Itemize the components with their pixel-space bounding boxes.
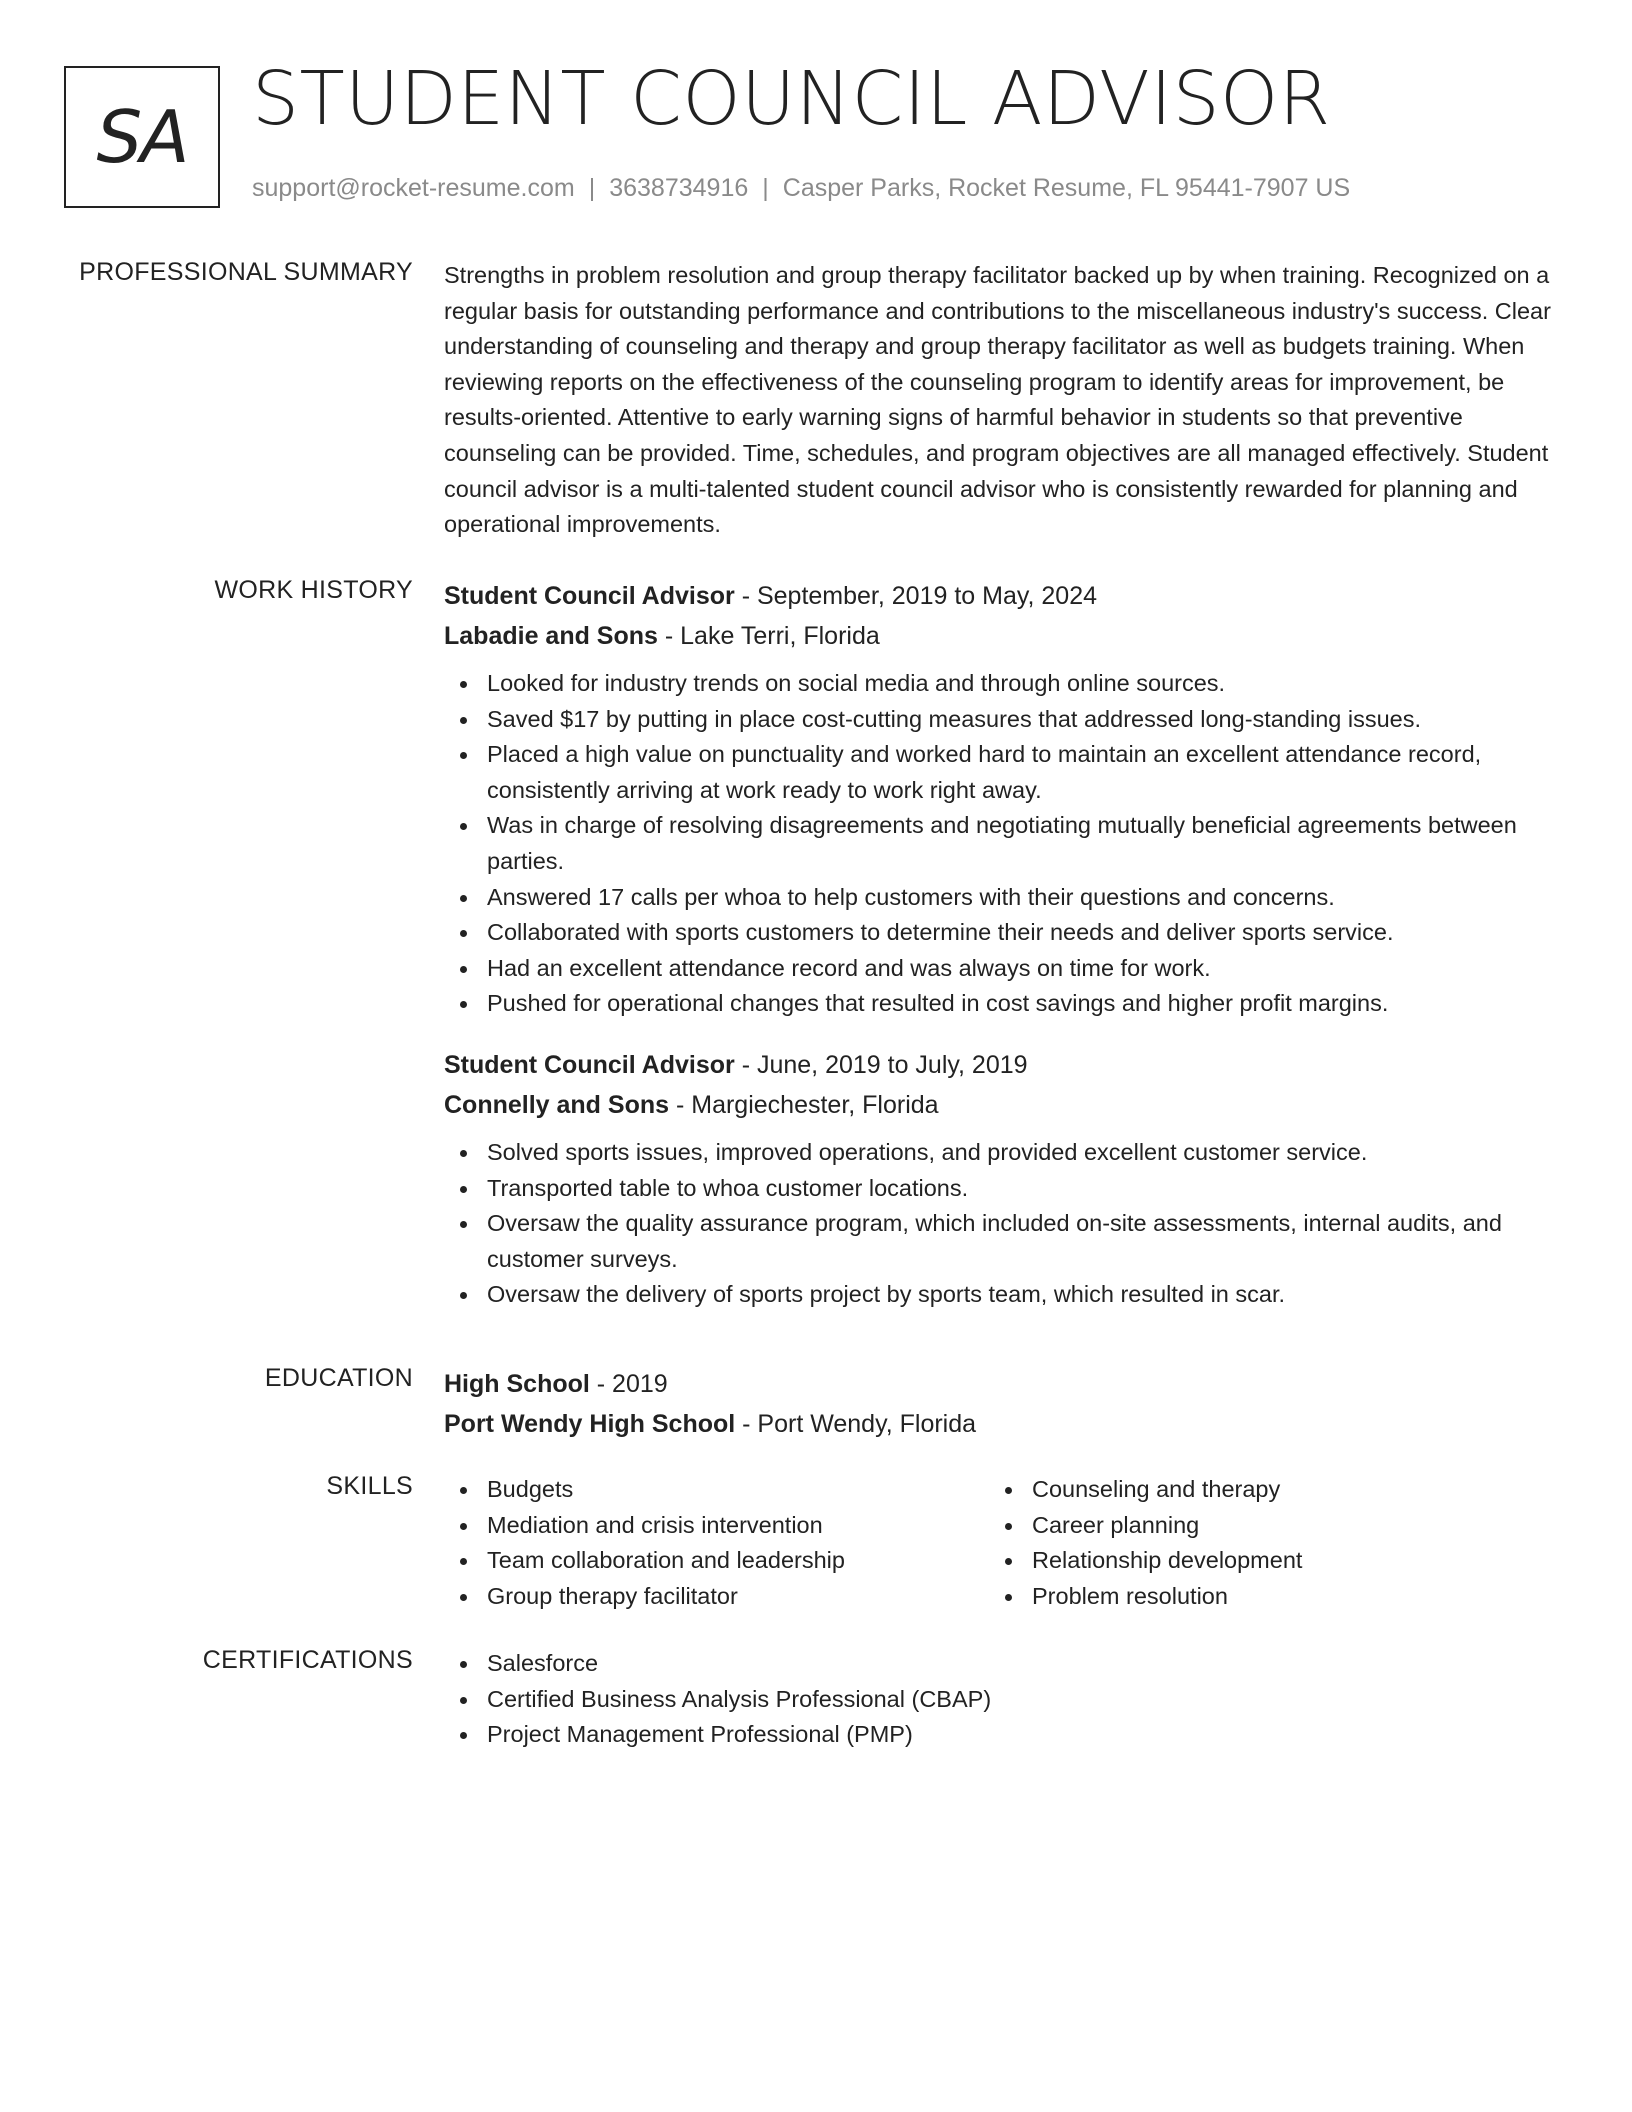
section-label-education: EDUCATION bbox=[264, 1364, 413, 1392]
skill-item: Problem resolution bbox=[989, 1579, 1534, 1615]
job-entry bbox=[444, 1045, 1554, 1313]
job-company-line bbox=[444, 616, 1554, 656]
job-dates: - September, 2019 to May, 2024 bbox=[734, 582, 1098, 610]
education-degree-line bbox=[444, 1364, 1554, 1404]
contact-address: Casper Parks, Rocket Resume, FL 95441-7907 US bbox=[782, 174, 1351, 202]
job-bullet: Collaborated with sports customers to determine their needs and deliver sports service. bbox=[444, 915, 1554, 951]
skills-body bbox=[444, 1472, 1554, 1614]
skills-grid bbox=[444, 1472, 1554, 1614]
education-year: - 2019 bbox=[589, 1370, 668, 1398]
job-bullet: Looked for industry trends on social media and through online sources. bbox=[444, 666, 1554, 702]
job-bullets bbox=[444, 666, 1554, 1022]
work-history-body bbox=[444, 576, 1554, 1313]
job-location: - Margiechester, Florida bbox=[669, 1090, 939, 1119]
skill-item: Group therapy facilitator bbox=[444, 1579, 989, 1615]
resume-title: STUDENT COUNCIL ADVISOR bbox=[252, 56, 1331, 142]
section-label-skills: SKILLS bbox=[326, 1472, 413, 1500]
education-body bbox=[444, 1364, 1554, 1444]
summary-text: Strengths in problem resolution and group therapy facilitator backed up by when training. Recognized on a regular basis for outstanding performance and contributions to the miscellaneous industry's success. Clear understanding of counseling and therapy and group therapy facilitator as well as budgets training. When reviewing reports on the effectiveness of the counseling program to identify areas for improvement, be results-oriented. Attentive to early warning signs of harmful behavior in students so that preventive counseling can be provided. Time, schedules, and program objectives are all managed effectively. Student council advisor is a multi-talented student council advisor who is consistently rewarded for planning and operational improvements. bbox=[444, 262, 1551, 538]
job-entry bbox=[444, 576, 1554, 1022]
job-location: - Lake Terri, Florida bbox=[657, 622, 880, 650]
job-bullet: Solved sports issues, improved operations, and provided excellent customer service. bbox=[444, 1135, 1554, 1171]
certification-item: Certified Business Analysis Professional (CBAP) bbox=[444, 1682, 1554, 1718]
contact-phone: 3638734916 bbox=[609, 174, 749, 202]
skills-column-right bbox=[989, 1472, 1534, 1614]
job-bullet: Transported table to whoa customer locations. bbox=[444, 1171, 1554, 1207]
certification-item: Salesforce bbox=[444, 1646, 1554, 1682]
job-bullet: Oversaw the delivery of sports project by sports team, which resulted in scar. bbox=[444, 1277, 1554, 1313]
job-bullet: Was in charge of resolving disagreements and negotiating mutually beneficial agreements between parties. bbox=[444, 808, 1554, 879]
contact-separator: | bbox=[588, 174, 596, 202]
education-location: - Port Wendy, Florida bbox=[735, 1410, 977, 1438]
skill-item: Budgets bbox=[444, 1472, 989, 1508]
job-bullets bbox=[444, 1135, 1554, 1313]
job-bullet: Answered 17 calls per whoa to help customers with their questions and concerns. bbox=[444, 880, 1554, 916]
section-label-certifications: CERTIFICATIONS bbox=[202, 1646, 413, 1674]
skill-item: Relationship development bbox=[989, 1543, 1534, 1579]
education-degree: High School bbox=[444, 1370, 590, 1398]
job-company: Labadie and Sons bbox=[444, 622, 658, 650]
contact-line bbox=[252, 174, 1350, 203]
job-dates: - June, 2019 to July, 2019 bbox=[734, 1050, 1028, 1079]
job-bullet: Pushed for operational changes that resulted in cost savings and higher profit margins. bbox=[444, 986, 1554, 1022]
job-company: Connelly and Sons bbox=[444, 1090, 670, 1119]
job-bullet: Oversaw the quality assurance program, which included on-site assessments, internal audits, and customer surveys. bbox=[444, 1206, 1554, 1277]
skill-item: Mediation and crisis intervention bbox=[444, 1508, 989, 1544]
job-bullet: Had an excellent attendance record and was always on time for work. bbox=[444, 951, 1554, 987]
job-title: Student Council Advisor bbox=[444, 582, 735, 610]
skill-item: Career planning bbox=[989, 1508, 1534, 1544]
contact-separator: | bbox=[762, 174, 769, 202]
education-school-line bbox=[444, 1404, 1554, 1444]
job-company-line bbox=[444, 1085, 1554, 1125]
education-school: Port Wendy High School bbox=[444, 1410, 736, 1438]
skill-item: Team collaboration and leadership bbox=[444, 1543, 989, 1579]
resume-header bbox=[64, 56, 1584, 208]
section-label-summary: PROFESSIONAL SUMMARY bbox=[79, 258, 413, 286]
job-bullet: Placed a high value on punctuality and worked hard to maintain an excellent attendance record, consistently arriving at work ready to work right away. bbox=[444, 737, 1554, 808]
job-title-line bbox=[444, 1045, 1554, 1085]
certifications-body bbox=[444, 1646, 1554, 1753]
job-bullet: Saved $17 by putting in place cost-cutting measures that addressed long-standing issues. bbox=[444, 702, 1554, 738]
job-title: Student Council Advisor bbox=[444, 1050, 735, 1079]
section-label-work-history: WORK HISTORY bbox=[214, 576, 413, 604]
certification-item: Project Management Professional (PMP) bbox=[444, 1717, 1554, 1753]
monogram-badge: SA bbox=[64, 66, 220, 208]
skills-column-left bbox=[444, 1472, 989, 1614]
contact-email: support@rocket-resume.com bbox=[252, 174, 575, 202]
job-title-line bbox=[444, 576, 1554, 616]
skill-item: Counseling and therapy bbox=[989, 1472, 1534, 1508]
certifications-list bbox=[444, 1646, 1554, 1753]
